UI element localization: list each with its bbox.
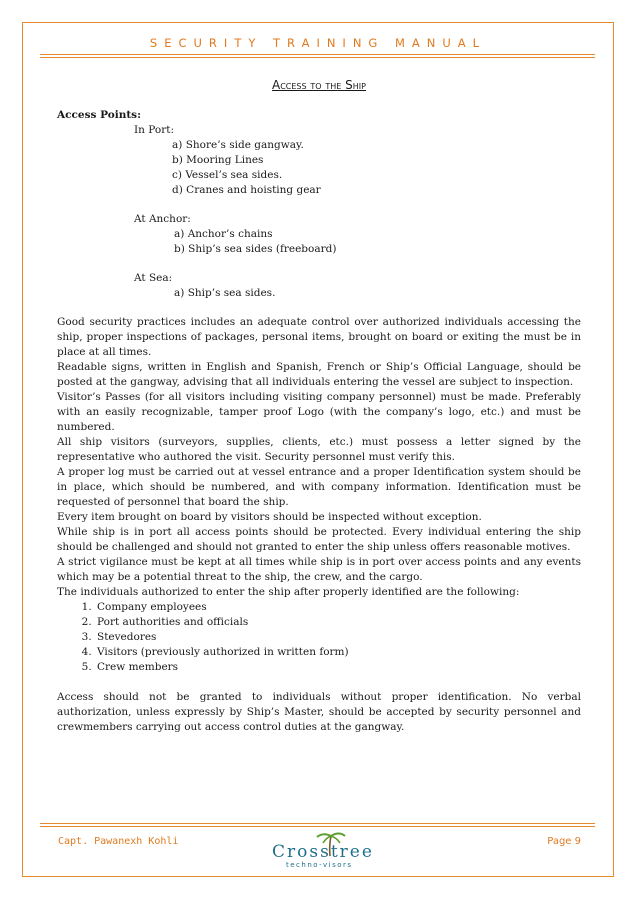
list-item: 3. Stevedores xyxy=(95,630,581,645)
paragraph: Good security practices includes an adequate control over authorized individuals accessing the ship, proper inspections of packages, personal items, brought on board or exiting the must be in place at all times. xyxy=(57,316,581,358)
paragraph: The individuals authorized to enter the ship after properly identified are the following: xyxy=(57,586,520,598)
port-item: b) Mooring Lines xyxy=(172,154,264,166)
authorized-list xyxy=(57,600,581,675)
final-paragraph: Access should not be granted to individuals without proper identification. No verbal authorization, unless expressly by Ship’s Master, should be accepted by security personnel and crewmembers carrying out access control duties at the gangway. xyxy=(57,691,581,733)
sea-item: a) Ship’s sea sides. xyxy=(174,287,276,299)
at-anchor-label: At Anchor: xyxy=(134,213,191,225)
paragraph: All ship visitors (surveyors, supplies, clients, etc.) must possess a letter signed by the representative who authored the visit. Security personnel must verify this. xyxy=(57,436,581,463)
paragraph: A proper log must be carried out at vessel entrance and a proper Identification system should be in place, which should be numbered, and with company information. Identification must be requested of personnel that board the ship. xyxy=(57,466,581,508)
list-item: 1. Company employees xyxy=(95,600,581,615)
body-content xyxy=(57,108,581,735)
paragraph: Readable signs, written in English and Spanish, French or Ship’s Official Language, should be posted at the gangway, advising that all individuals entering the vessel are subject to inspection. xyxy=(57,361,581,388)
paragraph: Visitor’s Passes (for all visitors including visiting company personnel) must be made. Preferably with an easily recognizable, tamper proof Logo (with the company’s logo, etc.) and must be numbered. xyxy=(57,391,581,433)
at-sea-label: At Sea: xyxy=(134,272,173,284)
footer-rule-thin xyxy=(40,826,595,827)
port-item: c) Vessel’s sea sides. xyxy=(172,169,283,181)
footer-author: Capt. Pawanexh Kohli xyxy=(58,836,179,847)
list-item: 4. Visitors (previously authorized in written form) xyxy=(95,645,581,660)
access-points-heading: Access Points: xyxy=(57,109,141,121)
list-item: 2. Port authorities and officials xyxy=(95,615,581,630)
paragraph: A strict vigilance must be kept at all times while ship is in port over access points and any events which may be a potential threat to the ship, the crew, and the cargo. xyxy=(57,556,581,583)
footer-page-number: Page 9 xyxy=(547,836,581,847)
paragraph: While ship is in port all access points should be protected. Every individual entering the ship should be challenged and should not granted to enter the ship unless offers reasonable motives. xyxy=(57,526,581,553)
page-title xyxy=(0,78,638,92)
page-title-text: Access to the Ship xyxy=(272,78,366,92)
header-rule xyxy=(40,54,595,55)
running-header: SECURITY TRAINING MANUAL xyxy=(149,36,487,50)
header-rule-thin xyxy=(40,57,595,58)
port-item: d) Cranes and hoisting gear xyxy=(172,184,321,196)
list-item: 5. Crew members xyxy=(95,660,581,675)
crosstree-logo xyxy=(268,830,378,870)
footer-rule xyxy=(40,823,595,824)
in-port-label: In Port: xyxy=(134,124,174,136)
anchor-item: b) Ship’s sea sides (freeboard) xyxy=(174,243,337,255)
anchor-item: a) Anchor’s chains xyxy=(174,228,273,240)
logo-subtext: techno-visors xyxy=(286,861,353,869)
logo-text: Crosstree xyxy=(272,842,374,862)
port-item: a) Shore’s side gangway. xyxy=(172,139,304,151)
paragraph: Every item brought on board by visitors should be inspected without exception. xyxy=(57,511,482,523)
